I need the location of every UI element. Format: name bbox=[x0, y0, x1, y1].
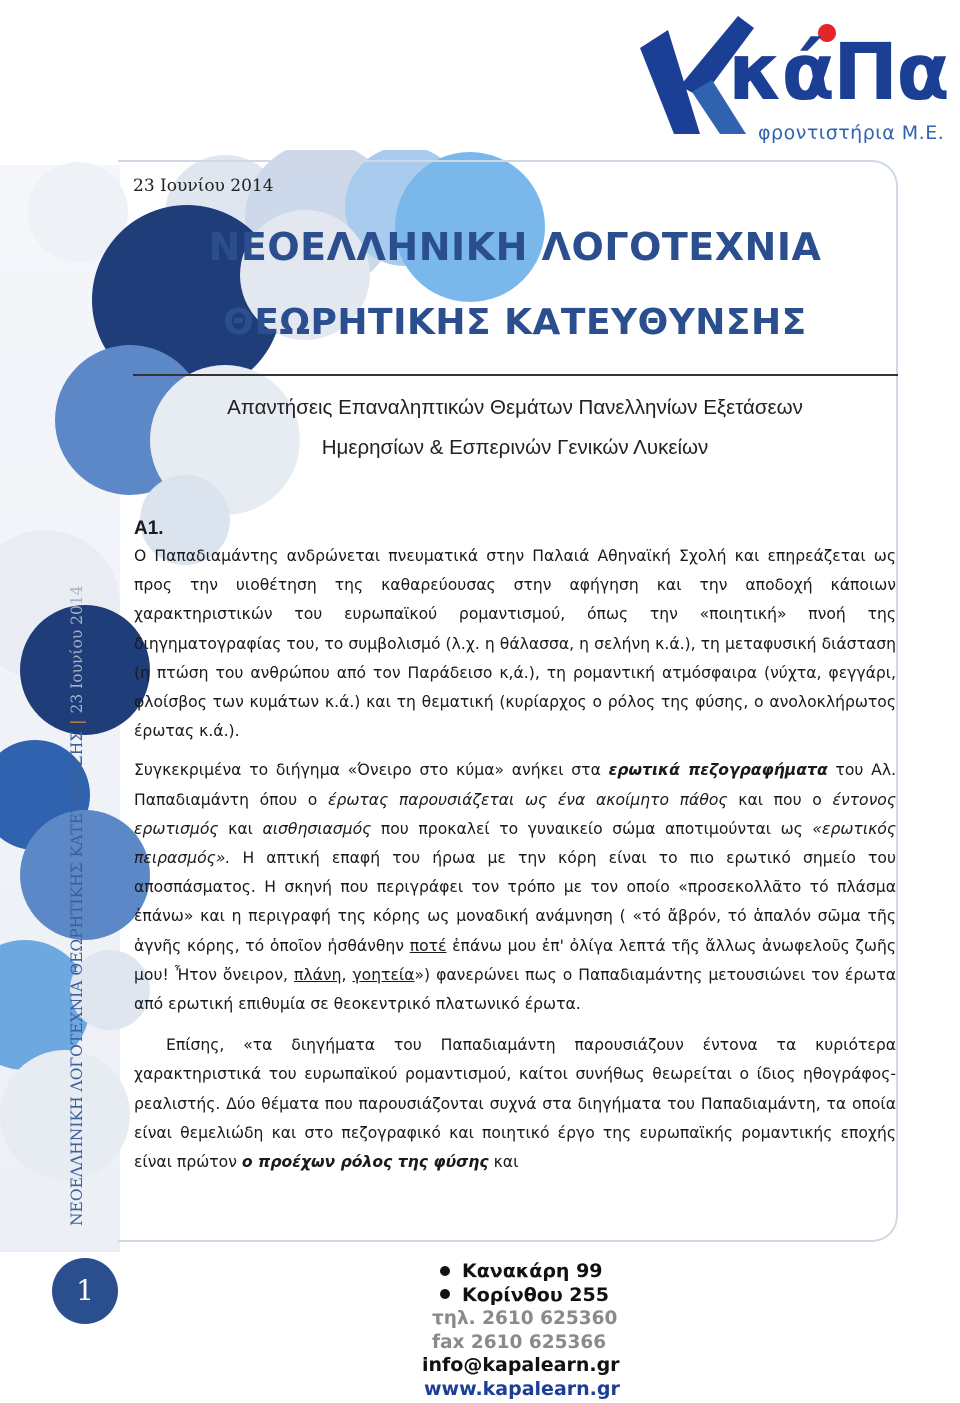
p2-text: Η απτική επαφή του ήρωα με την κόρη είναι το πιο ερωτικό σημείο του αποσπάσματος. Η σκηνή που περιγράφει τον τρόπο με τον οποίο «προσεκολλᾶτο τό πλάσμα ἐπάνω» και η περιγραφή της κόρης ως μοναδική ανάμνηση ( «τό ἄβρόν, τό ἁπαλόν σῶμα τῆς ἁγνῆς κόρης, τό ὁποῖον ἠσθάνθην bbox=[134, 849, 896, 955]
p2-text: ἐπάνω μου ἐπ' ὀλίγα λεπτά τῆς ἄλλως ἀνωφελοῦς ζωῆς μου! Ἦτον ὄνειρον, bbox=[134, 936, 897, 984]
address-line-2 bbox=[420, 1284, 680, 1308]
address-line-1 bbox=[420, 1260, 680, 1284]
running-header-vertical bbox=[68, 586, 98, 1226]
website-link[interactable]: www.kapalearn.gr bbox=[424, 1377, 620, 1400]
paragraph-3 bbox=[134, 1031, 896, 1177]
company-logo bbox=[628, 8, 958, 148]
p2-text: και bbox=[218, 819, 263, 838]
paragraph-2 bbox=[134, 756, 896, 1019]
document-subtitle-line1: Απαντήσεις Επαναληπτικών Θεμάτων Πανελληνίων Εξετάσεων bbox=[227, 396, 803, 419]
document-subtitle-line2: Ημερησίων & Εσπερινών Γενικών Λυκείων bbox=[321, 436, 709, 459]
p2-text: , bbox=[341, 965, 353, 984]
email-link[interactable]: info@kapalearn.gr bbox=[422, 1354, 620, 1376]
logo-subtitle: φροντιστήρια Μ.Ε. bbox=[758, 122, 945, 144]
fax-number: 2610 625366 bbox=[470, 1331, 607, 1353]
p2-emphasis-erotic-prose: ερωτικά πεζογραφήματα bbox=[608, 761, 828, 780]
paragraph-1: Ο Παπαδιαμάντης ανδρώνεται πνευματικά στην Παλαιά Αθηναϊκή Σχολή και επηρεάζεται ως προς την υιοθέτηση της καθαρεύουσας στην αφήγηση και την αποδοχή κάποιων χαρακτηριστικών του ευρωπαϊκού ρομαντισμού, όπως την «ποιητική» πνοή της διηγηματογραφίας του, το συμβολισμό (λ.χ. η θάλασσα, η σελήνη κ.ά.), τη μεταφυσική διάσταση (η πτώση του ανθρώπου από τον Παράδεισο κ,ά.), τη ρομαντική ατμόσφαιρα (νύχτα, φεγγάρι, φλοίσβος των κυμάτων κ.ά.) και τη θεματική (κυρίαρχος ο ρόλος της φύσης, ο ανολοκλήρωτος έρωτας κ.ά.). bbox=[134, 547, 896, 741]
fax-label: fax bbox=[432, 1331, 465, 1353]
running-date: 23 Ιουνίου 2014 bbox=[68, 585, 86, 714]
p2-text: ») φανερώνει πως ο Παπαδιαμάντης μετουσιώνει τον έρωτα από ερωτική επιθυμία σε θεοκεντρικό πλατωνικό έρωτα. bbox=[134, 965, 896, 1014]
p3-text: και bbox=[488, 1153, 519, 1172]
p2-underlined: ποτέ bbox=[409, 936, 447, 955]
title-divider bbox=[133, 374, 898, 376]
p3-text: Επίσης, «τα διηγήματα του Παπαδιαμάντη παρουσιάζουν έντονα τα κυριότερα χαρακτηριστικά του ευρωπαϊκού ρομαντισμού, καίτοι συνήθως θεωρείται ο ίδιος ηθογράφος-ρεαλιστής. Δύο θέματα που παρουσιάζονται συχνά στα διηγήματα του Παπαδιαμάντη, τα οποία είναι θεμελιώδη και στο πεζογραφικό και ποιητικό έργο της ευρωπαϊκής ρομαντικής εποχής είναι πρώτον bbox=[134, 1036, 896, 1172]
running-separator: | bbox=[68, 719, 86, 725]
p3-emphasis-nature-role: ο προέχων ρόλος της φύσης bbox=[241, 1153, 489, 1172]
p2-italic: έντονος ερωτισμός bbox=[134, 790, 896, 838]
contact-footer bbox=[420, 1260, 680, 1401]
document-title-line1: ΝΕΟΕΛΛΗΝΙΚΗ ΛΟΓΟΤΕΧΝΙΑ bbox=[208, 225, 822, 269]
p2-text: που προκαλεί το γυναικείο σώμα αποτιμούνται ως bbox=[371, 819, 813, 838]
bullet-icon bbox=[440, 1266, 450, 1276]
p2-italic: αισθησιασμός bbox=[262, 819, 372, 838]
p2-italic: «ερωτικός πειρασμός». bbox=[134, 819, 896, 868]
p2-underlined: γοητεία bbox=[352, 965, 415, 984]
document-date: 23 Ιουνίου 2014 bbox=[133, 176, 274, 196]
phone-line bbox=[420, 1307, 680, 1331]
fax-line bbox=[420, 1331, 680, 1355]
address-2: Κορίνθου 255 bbox=[462, 1283, 609, 1306]
address-1: Κανακάρη 99 bbox=[462, 1260, 603, 1282]
answer-body bbox=[134, 516, 896, 1177]
phone-number: 2610 625360 bbox=[482, 1308, 618, 1329]
question-label: Α1. bbox=[134, 518, 164, 539]
p2-text: και που ο bbox=[727, 790, 833, 809]
logo-wordmark: κάΠα bbox=[728, 28, 948, 118]
p2-underlined: πλάνη bbox=[293, 965, 342, 984]
page-number: 1 bbox=[52, 1258, 118, 1324]
running-title: ΝΕΟΕΛΛΗΝΙΚΗ ΛΟΓΟΤΕΧΝΙΑ ΘΕΩΡΗΤΙΚΗΣ ΚΑΤΕΥΘΥΝΣΗΣ bbox=[68, 730, 86, 1226]
p2-italic: έρωτας παρουσιάζεται ως ένα ακοίμητο πάθος bbox=[328, 790, 728, 809]
p2-text: του Αλ. Παπαδιαμάντη όπου ο bbox=[134, 761, 897, 809]
document-title-line2: ΘΕΩΡΗΤΙΚΗΣ ΚΑΤΕΥΘΥΝΣΗΣ bbox=[223, 302, 807, 343]
p2-text: Συγκεκριμένα το διήγημα «Όνειρο στο κύμα» ανήκει στα bbox=[134, 761, 609, 780]
phone-label: τηλ. bbox=[432, 1308, 476, 1329]
bullet-icon bbox=[440, 1289, 450, 1299]
